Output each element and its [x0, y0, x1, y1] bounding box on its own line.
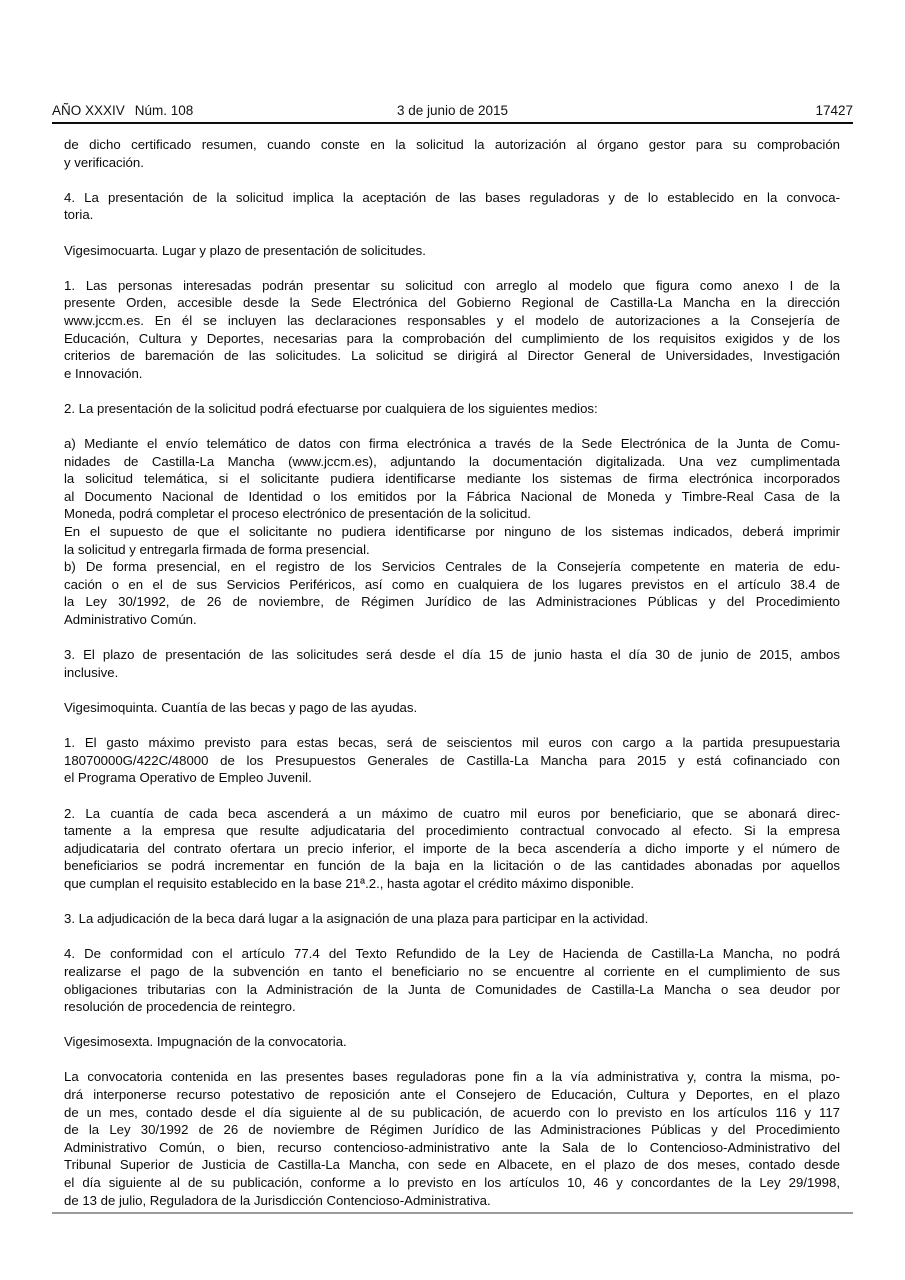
header-page-number: 17427 — [815, 103, 853, 118]
paragraph — [64, 945, 840, 1015]
text-line: adjudicataria del contrato ofertara un precio inferior, el importe de la beca ascendería a dicho importe y el número de — [64, 840, 840, 856]
text-line: criterios de baremación de las solicitudes. La solicitud se dirigirá al Director General de Universidades, Investigación — [64, 348, 840, 364]
text-line: la solicitud telemática, si el solicitante pudiera identificarse mediante los sistemas de firma electrónica incorporados — [64, 471, 840, 487]
text-line: la Ley 30/1992, de 26 de noviembre, de Régimen Jurídico de las Administraciones Públicas y del Procedimiento — [64, 594, 840, 610]
text-line: y verificación. — [64, 154, 144, 170]
text-line: presente Orden, accesible desde la Sede Electrónica del Gobierno Regional de Castilla-La Mancha en la dirección — [64, 295, 840, 311]
text-line: beneficiarios se podrá incrementar en función de la baja en la licitación o de las cantidades abonadas por aquellos — [64, 858, 840, 874]
text-line: 3. La adjudicación de la beca dará lugar a la asignación de una plaza para participar en la actividad. — [64, 911, 649, 927]
text-line: nidades de Castilla-La Mancha (www.jccm.es), adjuntando la documentación digitalizada. Una vez cumplimentada — [64, 453, 840, 469]
text-line: realizarse el pago de la subvención en tanto el beneficiario no se encuentre al corriente en el cumplimiento de sus — [64, 963, 840, 979]
text-line: b) De forma presencial, en el registro de los Servicios Centrales de la Consejería competente en materia de edu- — [64, 559, 840, 575]
text-line: toria. — [64, 207, 94, 223]
text-line: 2. La presentación de la solicitud podrá efectuarse por cualquiera de los siguientes medios: — [64, 400, 598, 416]
text-line: 4. De conformidad con el artículo 77.4 del Texto Refundido de la Ley de Hacienda de Castilla-La Mancha, no podrá — [64, 946, 840, 962]
paragraph — [64, 558, 840, 628]
text-line: 1. Las personas interesadas podrán presentar su solicitud con arreglo al modelo que figura como anexo I de la — [64, 277, 840, 293]
paragraph — [64, 910, 840, 928]
text-line: 2. La cuantía de cada beca ascenderá a un máximo de cuatro mil euros por beneficiario, que se abonará direc- — [64, 805, 840, 821]
text-line: 3. El plazo de presentación de las solicitudes será desde el día 15 de junio hasta el día 30 de junio de 2015, ambos — [64, 647, 840, 663]
text-line: Tribunal Superior de Justicia de Castilla-La Mancha, con sede en Albacete, en el plazo de dos meses, contado desde — [64, 1157, 840, 1173]
paragraph — [64, 646, 840, 681]
paragraph — [64, 734, 840, 787]
text-line: obligaciones tributarias con la Administración de la Junta de Comunidades de Castilla-La Mancha o sea deudor por — [64, 981, 840, 997]
header-issue: Núm. 108 — [134, 103, 194, 118]
header-date: 3 de junio de 2015 — [396, 103, 509, 118]
text-line: inclusive. — [64, 664, 119, 680]
text-line: a) Mediante el envío telemático de datos con firma electrónica a través de la Sede Electrónica de la Junta de Comu- — [64, 436, 840, 452]
text-line: de un mes, contado desde el día siguiente al de su publicación, de acuerdo con lo previsto en los artículos 116 y 117 — [64, 1104, 840, 1120]
page-header — [52, 103, 853, 124]
text-line: La convocatoria contenida en las presentes bases reguladoras pone fin a la vía administrativa y, contra la misma, po- — [64, 1069, 840, 1085]
paragraph — [64, 189, 840, 224]
text-line: 1. El gasto máximo previsto para estas becas, será de seiscientos mil euros con cargo a la partida presupuestaria — [64, 735, 840, 751]
text-line: que cumplan el requisito establecido en la base 21ª.2., hasta agotar el crédito máximo disponible. — [64, 875, 635, 891]
text-line: tamente a la empresa que resulte adjudicataria del procedimiento contractual convocado al efecto. Si la empresa — [64, 823, 840, 839]
paragraph — [64, 400, 840, 418]
text-line: al Documento Nacional de Identidad o los emitidos por la Fábrica Nacional de Moneda y Timbre-Real Casa de la — [64, 488, 840, 504]
paragraph — [64, 805, 840, 893]
text-line: resolución de procedencia de reintegro. — [64, 999, 296, 1015]
paragraph — [64, 1033, 840, 1051]
document-body — [64, 136, 840, 1209]
text-line: Educación, Cultura y Deportes, necesarias para la comprobación del cumplimiento de los requisitos exigidos y de los — [64, 330, 840, 346]
text-line: drá interponerse recurso potestativo de reposición ante el Consejero de Educación, Cultura y Deportes, en el plazo — [64, 1087, 840, 1103]
paragraph — [64, 699, 840, 717]
text-line: el día siguiente al de su publicación, conforme a lo previsto en los artículos 10, 46 y concordantes de la Ley 29/1998, — [64, 1175, 840, 1191]
text-line: Administrativo Común. — [64, 612, 197, 628]
paragraph — [64, 523, 840, 558]
footer-divider — [52, 1212, 853, 1214]
text-line: 4. La presentación de la solicitud implica la aceptación de las bases reguladoras y de lo establecido en la convoca- — [64, 189, 840, 205]
text-line: www.jccm.es. En él se incluyen las declaraciones responsables y el modelo de autorizaciones a la Consejería de — [64, 312, 840, 328]
text-line: cación o en el de sus Servicios Periféricos, así como en cualquiera de los lugares previstos en el artículo 38.4 de — [64, 576, 840, 592]
text-line: Moneda, podrá completar el proceso electrónico de presentación de la solicitud. — [64, 506, 531, 522]
text-line: Administrativo Común, o bien, recurso contencioso-administrativo ante la Sala de lo Contencioso-Administrativo del — [64, 1139, 840, 1155]
paragraph — [64, 242, 840, 260]
text-line: de 13 de julio, Reguladora de la Jurisdicción Contencioso-Administrativa. — [64, 1192, 491, 1208]
text-line: Vigesimocuarta. Lugar y plazo de presentación de solicitudes. — [64, 242, 426, 258]
text-line: de dicho certificado resumen, cuando conste en la solicitud la autorización al órgano gestor para su comprobación — [64, 137, 840, 152]
text-line: En el supuesto de que el solicitante no pudiera identificarse por ninguno de los sistemas indicados, deberá imprimir — [64, 524, 840, 540]
text-line: el Programa Operativo de Empleo Juvenil. — [64, 770, 312, 786]
text-line: Vigesimoquinta. Cuantía de las becas y pago de las ayudas. — [64, 700, 418, 715]
text-line: de la Ley 30/1992 de 26 de noviembre de Régimen Jurídico de las Administraciones Públicas y del Procedimiento — [64, 1122, 840, 1138]
text-line: Vigesimosexta. Impugnación de la convocatoria. — [64, 1034, 347, 1050]
text-line: 18070000G/422C/48000 de los Presupuestos Generales de Castilla-La Mancha para 2015 y está cofinanciado con — [64, 752, 840, 768]
text-line: e Innovación. — [64, 365, 143, 381]
text-line: la solicitud y entregarla firmada de forma presencial. — [64, 541, 370, 557]
paragraph — [64, 136, 840, 171]
header-year: AÑO XXXIV — [52, 103, 125, 118]
paragraph — [64, 277, 840, 383]
paragraph — [64, 435, 840, 523]
paragraph — [64, 1068, 840, 1209]
